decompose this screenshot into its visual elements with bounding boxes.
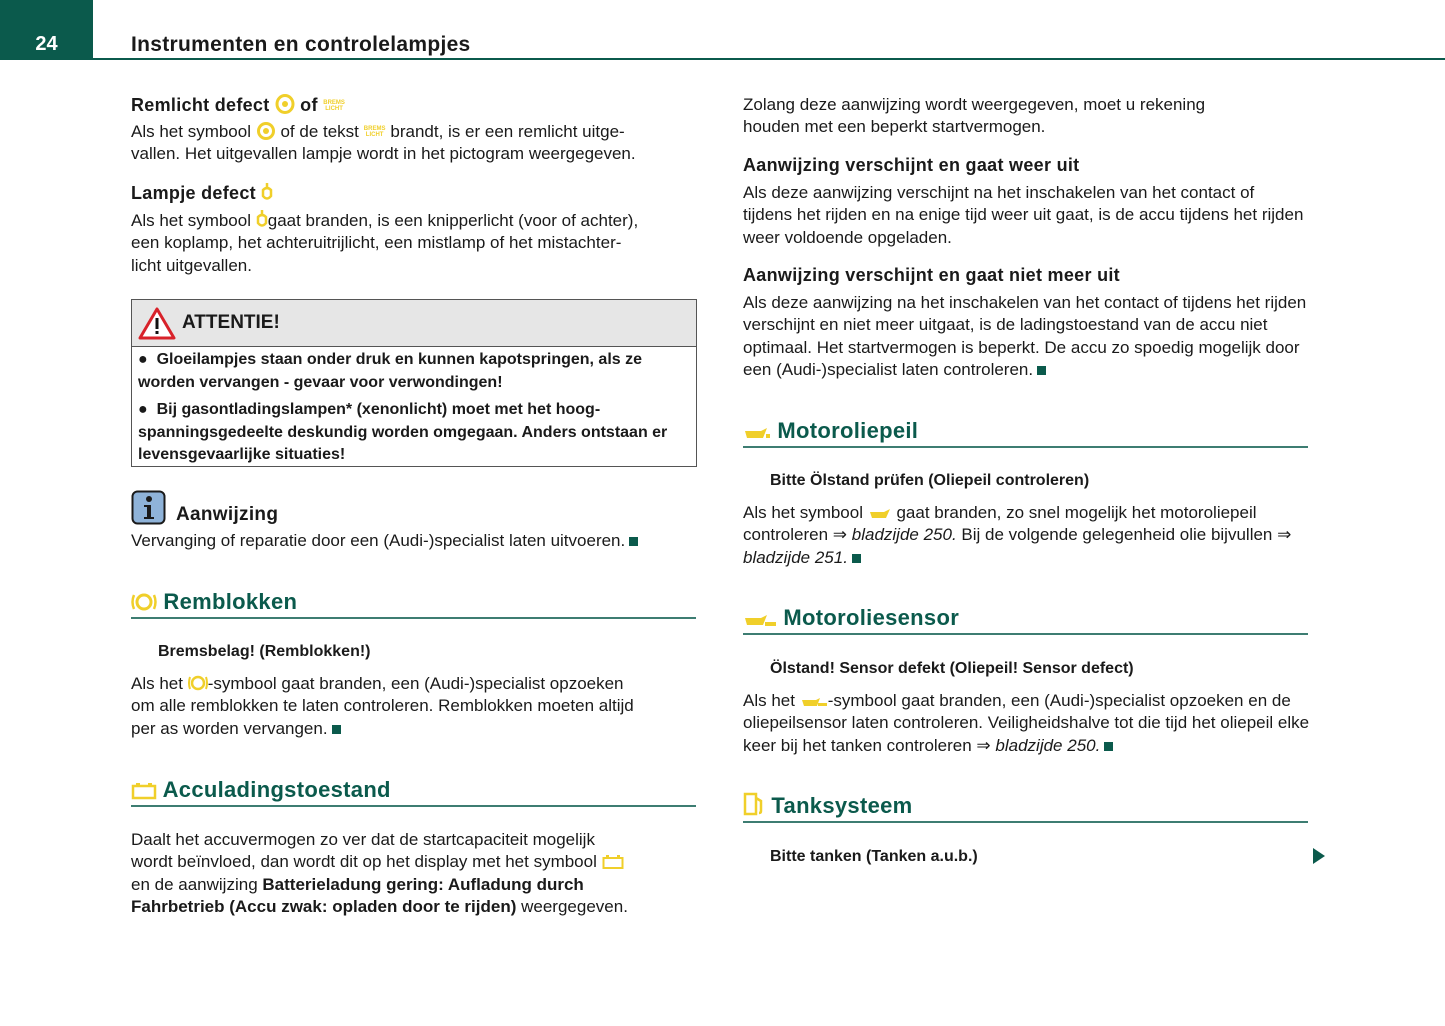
tank-message: Bitte tanken (Tanken a.u.b.) xyxy=(770,848,978,865)
bulb-icon xyxy=(256,209,268,229)
remlicht-heading xyxy=(131,94,701,116)
end-marker xyxy=(629,537,638,546)
weer-uit-text: Als deze aanwijzing verschijnt na het inschakelen van het contact of tijdens het rijden en na enige tijd weer uit gaat, is de accu tijdens het rijden weer voldoende opgeladen. xyxy=(743,183,1304,247)
brake-pad-icon xyxy=(188,674,208,692)
tank-section-heading: Tanksysteem xyxy=(743,792,1308,823)
next-page-arrow-icon[interactable] xyxy=(1312,847,1326,865)
oliepeil-message: Bitte Ölstand prüfen (Oliepeil controleren) xyxy=(770,472,1090,489)
oil-sensor-icon xyxy=(743,610,777,628)
info-icon xyxy=(131,490,166,525)
warning-triangle-icon xyxy=(138,306,176,340)
fuel-pump-icon xyxy=(743,792,765,816)
warning-item: ● Bij gasontladingslampen* (xenonlicht) moet met het hoogspanningsgedeelte deskundig worden omgegaan. Anders ontstaan er levensgevaarlijke situaties! xyxy=(138,401,668,463)
page-title: Instrumenten en controlelampjes xyxy=(131,33,471,56)
niet-uit-text: Als deze aanwijzing na het inschakelen van het contact of tijdens het rijden verschijnt en niet meer uitgaat, is de ladingstoestand van de accu niet optimaal. Het startvermogen is beperkt. De accu zo spoedig mogelijk door een (Audi-)specialist laten controleren. xyxy=(743,293,1307,379)
of-text: of xyxy=(300,95,318,115)
end-marker xyxy=(1104,742,1113,751)
oliepeil-section-heading: Motoroliepeil xyxy=(743,418,1308,448)
remblokken-text: Als het -symbool gaat branden, een (Audi-)specialist opzoeken om alle remblokken te laten controleren. Remblokken moeten altijd per as worden vervangen. xyxy=(131,674,634,738)
header-divider xyxy=(93,58,1445,60)
end-marker xyxy=(1037,366,1046,375)
accu-text: Daalt het accuvermogen zo ver dat de startcapaciteit mogelijk wordt beïnvloed, dan wordt dit op het display met het symbool en de aanwijzing Batterieladung gering: Aufladung durch Fahrbetrieb (Accu zwak: opladen door te rijden) weergegeven. xyxy=(131,830,628,916)
lampje-text: Als het symbool gaat branden, is een knipperlicht (voor of achter), een koplamp, het achteruitrijlicht, een mistlamp of het mistachter- licht uitgevallen. xyxy=(131,211,639,275)
battery-icon xyxy=(131,782,157,800)
brake-pad-icon xyxy=(131,592,157,612)
aanwijzing-text: Vervanging of reparatie door een (Audi-)specialist laten uitvoeren. xyxy=(131,530,701,552)
warning-box xyxy=(131,299,697,467)
oliesensor-message: Ölstand! Sensor defekt (Oliepeil! Sensor defect) xyxy=(770,660,1134,677)
remblokken-message: Bremsbelag! (Remblokken!) xyxy=(158,643,371,660)
oliesensor-text: Als het -symbool gaat branden, een (Audi-)specialist opzoeken en de oliepeilsensor laten controleren. Veiligheidshalve tot die tijd het oliepeil elke keer bij het tanken controleren ⇒ bladzijde 250. xyxy=(743,691,1310,755)
battery-icon xyxy=(602,854,624,870)
warning-header xyxy=(132,300,696,347)
warning-item: ● Gloeilampjes staan onder druk en kunnen kapotspringen, als ze worden vervangen - gevaar voor verwondingen! xyxy=(138,351,643,391)
brake-light-icon xyxy=(256,122,276,140)
accu-intro-text: Zolang deze aanwijzing wordt weergegeven, moet u rekening houden met een beperkt startvermogen. xyxy=(743,95,1206,137)
aanwijzing-heading: Aanwijzing xyxy=(176,504,279,525)
page-number: 24 xyxy=(35,33,58,55)
accu-section-heading: Acculadingstoestand xyxy=(131,777,696,807)
remblokken-section-heading: Remblokken xyxy=(131,589,696,619)
brems-licht-text-icon: BREMS LICHT xyxy=(323,100,345,112)
remlicht-text: Als het symbool of de tekst BREMS LICHT brandt, is er een remlicht uitge- vallen. Het uitgevallen lampje wordt in het pictogram weergegeven. xyxy=(131,122,636,164)
weer-uit-heading: Aanwijzing verschijnt en gaat weer uit xyxy=(743,155,1080,175)
heading-text: Remlicht defect xyxy=(131,95,270,115)
oil-can-icon xyxy=(743,423,771,441)
oliepeil-text: Als het symbool gaat branden, zo snel mogelijk het motoroliepeil controleren ⇒ bladzijde 250. Bij de volgende gelegenheid olie bijvullen ⇒ bladzijde 251. xyxy=(743,503,1292,567)
niet-uit-heading: Aanwijzing verschijnt en gaat niet meer uit xyxy=(743,265,1120,285)
brake-light-icon xyxy=(275,94,295,114)
oil-sensor-icon xyxy=(800,693,828,709)
lampje-heading: Lampje defect xyxy=(131,182,701,204)
brems-licht-text-icon: BREMS LICHT xyxy=(363,126,386,138)
end-marker xyxy=(852,554,861,563)
oliesensor-section-heading: Motoroliesensor xyxy=(743,605,1308,635)
end-marker xyxy=(332,725,341,734)
bulb-icon xyxy=(261,182,273,202)
oil-can-icon xyxy=(868,505,892,521)
warning-title: ATTENTIE! xyxy=(182,312,280,333)
